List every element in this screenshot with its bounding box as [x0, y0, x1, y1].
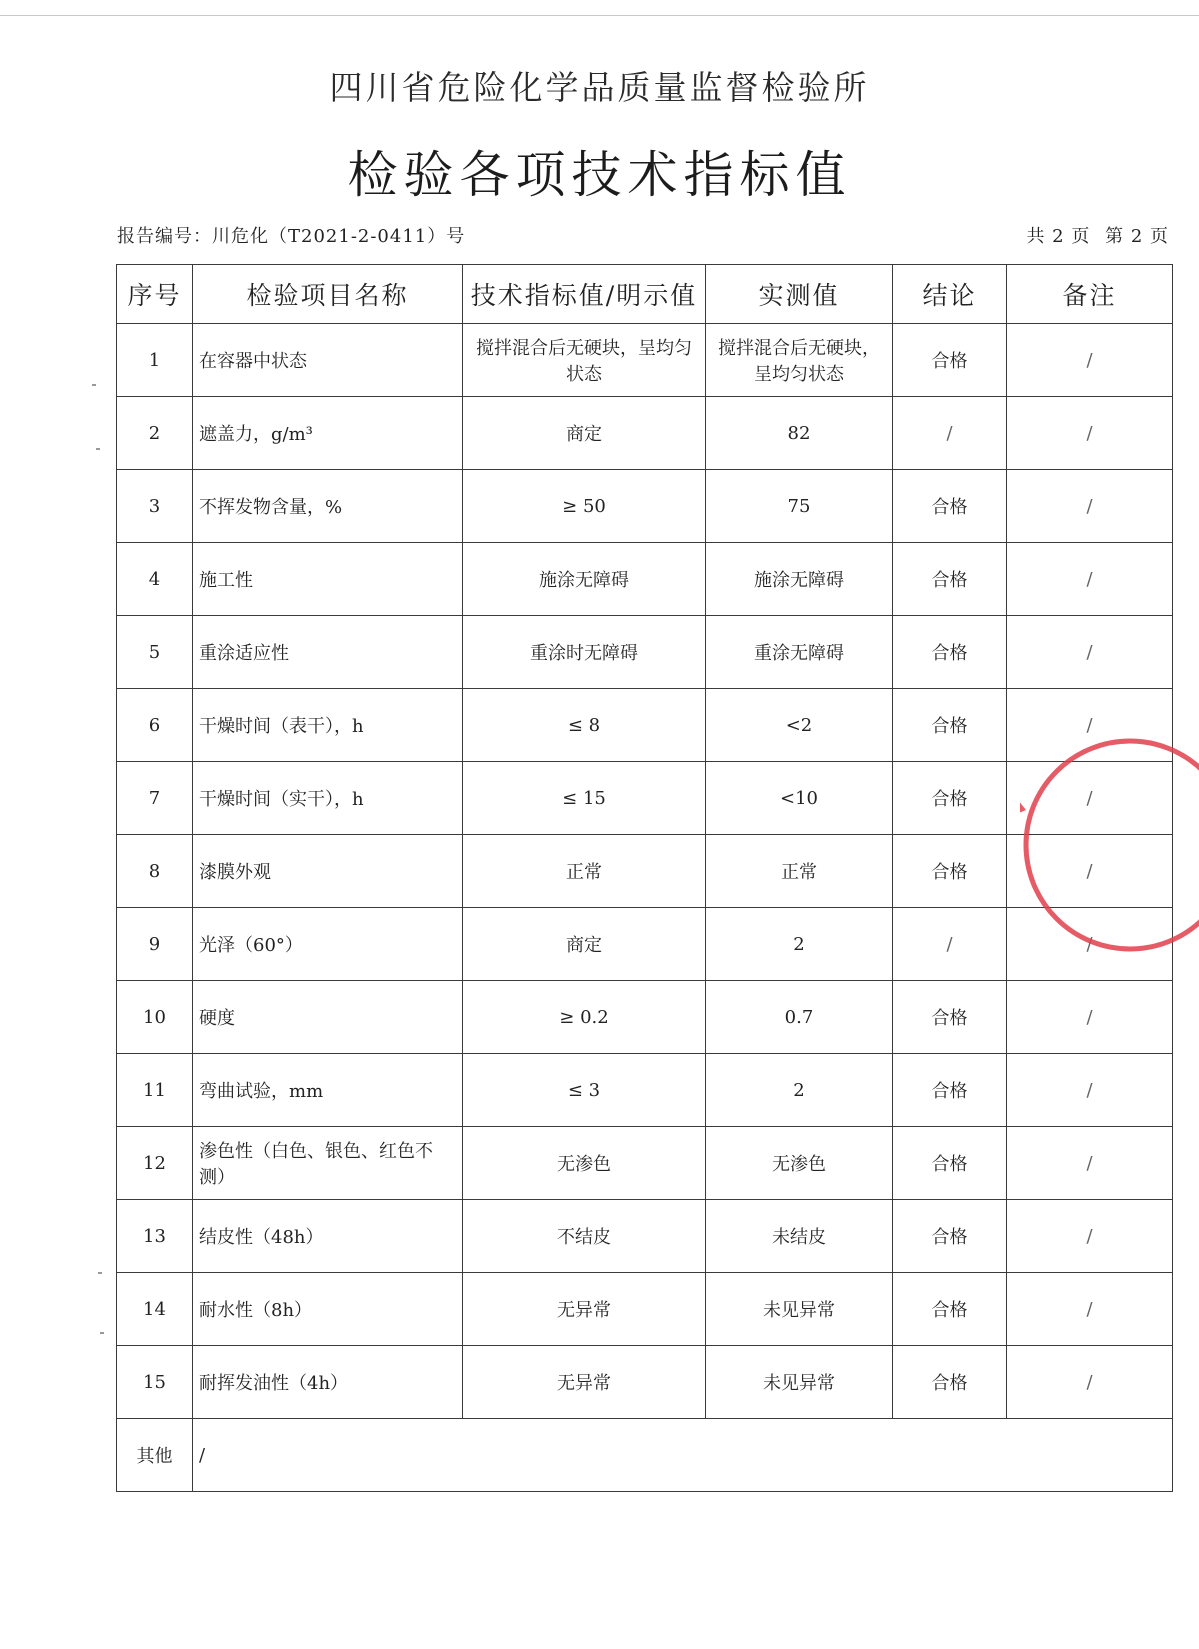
cell-item: 耐挥发油性（4h）	[193, 1346, 463, 1419]
cell-note: /	[1007, 1273, 1173, 1346]
cell-item: 结皮性（48h）	[193, 1200, 463, 1273]
cell-no: 14	[117, 1273, 193, 1346]
cell-item: 光泽（60°）	[193, 908, 463, 981]
cell-no: 13	[117, 1200, 193, 1273]
cell-result: 合格	[893, 1273, 1007, 1346]
cell-result: 合格	[893, 689, 1007, 762]
page-current: 第 2 页	[1105, 226, 1169, 247]
cell-item: 干燥时间（表干），h	[193, 689, 463, 762]
column-header-result: 结论	[893, 265, 1007, 324]
cell-note: /	[1007, 543, 1173, 616]
cell-note: /	[1007, 762, 1173, 835]
cell-measured: 无渗色	[706, 1127, 893, 1200]
cell-spec: 商定	[463, 397, 706, 470]
cell-result: 合格	[893, 1127, 1007, 1200]
cell-item: 干燥时间（实干），h	[193, 762, 463, 835]
cell-result: 合格	[893, 616, 1007, 689]
cell-item: 渗色性（白色、银色、红色不测）	[193, 1127, 463, 1200]
cell-spec: 无异常	[463, 1346, 706, 1419]
cell-spec: ≥ 0.2	[463, 981, 706, 1054]
cell-note: /	[1007, 1200, 1173, 1273]
table-row	[117, 1054, 1173, 1127]
cell-note: /	[1007, 1054, 1173, 1127]
table-row	[117, 835, 1173, 908]
table-row-other	[117, 1419, 1173, 1492]
cell-measured: 未见异常	[706, 1273, 893, 1346]
cell-spec: 无异常	[463, 1273, 706, 1346]
cell-spec: ≤ 15	[463, 762, 706, 835]
cell-measured: 未见异常	[706, 1346, 893, 1419]
cell-note: /	[1007, 616, 1173, 689]
cell-no: 2	[117, 397, 193, 470]
cell-result: 合格	[893, 762, 1007, 835]
cell-measured: <2	[706, 689, 893, 762]
cell-no: 7	[117, 762, 193, 835]
cell-spec: ≤ 3	[463, 1054, 706, 1127]
cell-result: 合格	[893, 981, 1007, 1054]
cell-measured: 2	[706, 908, 893, 981]
cell-result: /	[893, 908, 1007, 981]
cell-note: /	[1007, 324, 1173, 397]
cell-no: 8	[117, 835, 193, 908]
cell-no: 12	[117, 1127, 193, 1200]
cell-note: /	[1007, 835, 1173, 908]
table-row	[117, 470, 1173, 543]
table-row	[117, 1127, 1173, 1200]
cell-measured: 施涂无障碍	[706, 543, 893, 616]
cell-no: 15	[117, 1346, 193, 1419]
cell-result: 合格	[893, 470, 1007, 543]
cell-result: /	[893, 397, 1007, 470]
cell-spec: ≤ 8	[463, 689, 706, 762]
cell-measured: 搅拌混合后无硬块，呈均匀状态	[706, 324, 893, 397]
cell-item: 耐水性（8h）	[193, 1273, 463, 1346]
cell-item: 硬度	[193, 981, 463, 1054]
cell-note: /	[1007, 470, 1173, 543]
cell-spec: 重涂时无障碍	[463, 616, 706, 689]
column-header-spec: 技术指标值/明示值	[463, 265, 706, 324]
cell-note: /	[1007, 689, 1173, 762]
cell-item: 弯曲试验，mm	[193, 1054, 463, 1127]
column-header-measured: 实测值	[706, 265, 893, 324]
cell-measured: 75	[706, 470, 893, 543]
organization-title: 四川省危险化学品质量监督检验所	[329, 68, 870, 107]
cell-note: /	[1007, 908, 1173, 981]
cell-result: 合格	[893, 324, 1007, 397]
cell-spec: ≥ 50	[463, 470, 706, 543]
cell-no: 5	[117, 616, 193, 689]
cell-spec: 搅拌混合后无硬块，呈均匀状态	[463, 324, 706, 397]
cell-item: 漆膜外观	[193, 835, 463, 908]
cell-note: /	[1007, 1127, 1173, 1200]
cell-spec: 施涂无障碍	[463, 543, 706, 616]
cell-note: /	[1007, 397, 1173, 470]
cell-item: 在容器中状态	[193, 324, 463, 397]
scan-edge-line	[0, 15, 1199, 16]
cell-spec: 商定	[463, 908, 706, 981]
table-row	[117, 1346, 1173, 1419]
table-header-row	[117, 265, 1173, 324]
cell-measured: 82	[706, 397, 893, 470]
cell-measured: 正常	[706, 835, 893, 908]
table-row	[117, 1273, 1173, 1346]
page-total: 共 2 页	[1026, 226, 1091, 247]
cell-spec: 无渗色	[463, 1127, 706, 1200]
cell-other-value: /	[193, 1419, 1173, 1492]
table-row	[117, 762, 1173, 835]
column-header-item: 检验项目名称	[193, 265, 463, 324]
cell-result: 合格	[893, 835, 1007, 908]
report-number: 报告编号：川危化（T2021-2-0411）号	[117, 226, 466, 247]
cell-measured: 2	[706, 1054, 893, 1127]
table-row	[117, 324, 1173, 397]
cell-no: 1	[117, 324, 193, 397]
cell-note: /	[1007, 981, 1173, 1054]
table-row	[117, 981, 1173, 1054]
cell-measured: 未结皮	[706, 1200, 893, 1273]
table-row	[117, 616, 1173, 689]
cell-result: 合格	[893, 1054, 1007, 1127]
cell-no: 6	[117, 689, 193, 762]
cell-no: 11	[117, 1054, 193, 1127]
page-indicator	[1018, 222, 1169, 248]
cell-result: 合格	[893, 1200, 1007, 1273]
table-row	[117, 397, 1173, 470]
cell-other-label: 其他	[117, 1419, 193, 1492]
cell-spec: 正常	[463, 835, 706, 908]
page-title: 检验各项技术指标值	[347, 146, 852, 204]
cell-note: /	[1007, 1346, 1173, 1419]
cell-measured: <10	[706, 762, 893, 835]
cell-no: 10	[117, 981, 193, 1054]
column-header-note: 备注	[1007, 265, 1173, 324]
cell-result: 合格	[893, 1346, 1007, 1419]
cell-no: 3	[117, 470, 193, 543]
cell-no: 9	[117, 908, 193, 981]
cell-item: 施工性	[193, 543, 463, 616]
table-row	[117, 1200, 1173, 1273]
cell-no: 4	[117, 543, 193, 616]
cell-result: 合格	[893, 543, 1007, 616]
table-row	[117, 543, 1173, 616]
cell-measured: 0.7	[706, 981, 893, 1054]
cell-item: 不挥发物含量，%	[193, 470, 463, 543]
table-row	[117, 908, 1173, 981]
column-header-no: 序号	[117, 265, 193, 324]
table-row	[117, 689, 1173, 762]
cell-spec: 不结皮	[463, 1200, 706, 1273]
cell-measured: 重涂无障碍	[706, 616, 893, 689]
cell-item: 重涂适应性	[193, 616, 463, 689]
cell-item: 遮盖力，g/m³	[193, 397, 463, 470]
inspection-table	[116, 264, 1173, 1492]
